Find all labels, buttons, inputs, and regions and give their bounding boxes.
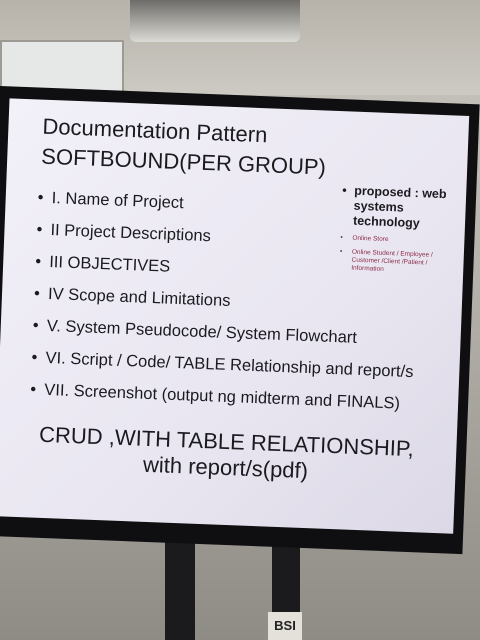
list-item: • VI. Script / Code/ TABLE Relationship and report/s	[31, 348, 414, 382]
list-item: • I. Name of Project	[37, 188, 185, 213]
presentation-slide	[0, 98, 469, 533]
slide-title-line2: SOFTBOUND(PER GROUP)	[40, 143, 327, 180]
tv-monitor	[0, 86, 480, 554]
footer-line1: CRUD ,WITH TABLE RELATIONSHIP,	[38, 421, 415, 462]
slide-title-line1: Documentation Pattern	[42, 113, 268, 148]
footer-line2: with report/s(pdf)	[142, 451, 309, 484]
stand-label: BSI	[268, 612, 302, 640]
side-note-main: • proposed : web systems technology	[341, 183, 461, 232]
list-item: • VII. Screenshot (output ng midterm and FINALS)	[30, 380, 401, 413]
air-conditioner	[130, 0, 300, 42]
list-item: • II Project Descriptions	[36, 220, 212, 246]
side-note	[339, 183, 460, 276]
list-item: • III OBJECTIVES	[34, 252, 171, 276]
side-note-small-1: • Online Store	[340, 234, 458, 247]
side-note-small-2: • Online Student / Employee / Customer /Client /Patient / Information	[339, 248, 458, 277]
slide-footer	[25, 421, 427, 488]
list-item: • IV Scope and Limitations	[33, 284, 231, 310]
list-item: • V. System Pseudocode/ System Flowchart	[32, 316, 358, 347]
